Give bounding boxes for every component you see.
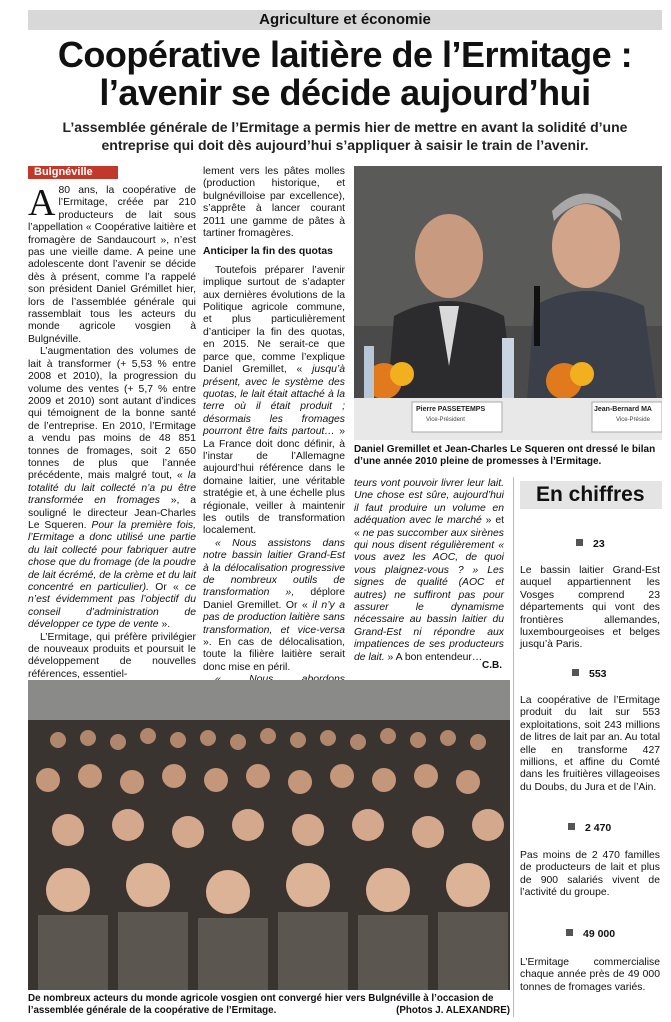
figure-value-2-text: 553 [589,668,607,680]
photo-audience [28,680,510,990]
figure-value-4-text: 49 000 [583,928,616,940]
figure-value-3 [568,822,611,834]
col3-text-c: » A bon entendeur… [387,651,483,663]
p2-text-d: ». [161,619,171,631]
photo-speakers [354,166,662,440]
col3-text-b: » et « [354,515,504,539]
col2-p2-text: Toutefois préparer l’avenir implique surtout de s’adapter aux dernières évolutions de la Politique agricole commune, et plus particulièrement d’anticiper la fin des quotas, en 2015. Ne serait-ce que parce que, comme l’explique Daniel Gremillet, « [203,264,345,376]
figure-value-1 [576,538,605,550]
p2-text: L’augmentation des volumes de lait à transformer (+ 5,53 % entre 2008 et 2010), la progression du volume des ventes (+ 5,7 % entre 2009 et 2010) sont autant d’indices qui témoignent de la bonne santé de l’entreprise. En 2010, l’Ermitage a vendu pas moins de 48 851 tonnes de fromages, soit 2 650 tonnes de plus que l’année précédente, mais malgré tout, « [28,346,196,482]
article-column-1 [28,182,197,681]
bullet-square-icon [576,539,583,546]
bullet-square-icon [566,929,573,936]
paragraph-2: L’augmentation des volumes de lait à transformer (+ 5,53 % entre 2008 et 2010), la progression du volume des ventes (+ 5,7 % entre 2009 et 2010) sont autant d’indices qui témoignent de la bonne santé de l’entreprise. En 2010, l’Ermitage a vendu pas moins de 48 851 tonnes de fromages, soit 2 650 tonnes de plus que l’année précédente, mais malgré tout, « la totalité du lait collecté n’a pu être transformée en fromages », a souligné le directeur Jean-Charles Le Squeren. Pour la première fois, l’Ermitage a donc utilisé une partie du lait collecté pour fabriquer autre chose que du fromage (de la poudre de lait écrémé, de la crème et du lait concentré en particulier). Or « ce n’est évidemment pas l’objectif du conseil d’administration de développer ce type de vente ». [28,346,197,631]
photo-caption-1: Daniel Gremillet et Jean-Charles Le Squeren ont dressé le bilan d’une année 2010 pleine de promesses à l’Ermitage. [354,444,656,467]
audience-illustration [28,680,510,990]
subheading: Anticiper la fin des quotas [203,246,333,258]
bullet-square-icon [572,669,579,676]
paragraph-1 [28,182,196,346]
nameplate-1-role: Vice-Président [426,417,465,423]
dateline-place: Bulgnéville [28,166,118,179]
figure-value-2 [572,668,607,680]
nameplate-1-name: Pierre PASSETEMPS [416,406,486,413]
lead-paragraph: L’assemblée générale de l’Ermitage a permis hier de mettre en avant la solidité d’une entreprise qui doit dès aujourd’hui s’appliquer à saisir le train de l’avenir. [62,119,628,153]
caption-2-text: De nombreux acteurs du monde agricole vosgien ont convergé hier vers Bulgnéville à l’occasion de l’assemblée générale de la coopérative de l’Ermitage. [28,993,494,1016]
col3-quote-b: ne pas succomber aux sirènes qui nous disent régulièrement « vous avez les AOC, de quoi vous plaignez-vous ? » Les signes de qualité (AOC et autres) ne suffiront pas pour assurer le dynamisme nécessaire au bassin laitier du Grand-Est ni répondre aux impatiences de ses producteurs de lait. [354,527,504,663]
p2-quote-2: Pour la première fois, l’Ermitage a donc utilisé une partie du lait collecté pour fabriquer autre chose que du fromage (de la poudre de lait écrémé, de la crème et du lait concentré en particulier). [28,519,196,593]
col2-paragraph-3 [203,538,345,674]
p2-text-b: , a souligné le directeur Jean-Charles Le Squeren. [28,495,196,531]
figures-box-title: En chiffres [520,481,662,509]
nameplate-2-name: Jean-Bernard MA [594,406,652,413]
col2-paragraph-2 [203,265,345,538]
figure-text-2: La coopérative de l’Ermitage produit du lait sur 553 exploitations, soit 243 millions de litres de lait par an. Au total elle en transforme 427 millions, et affine du Comté dans les fruitières villageoises du Doubs, du Jura et de l’Ain. [520,695,660,793]
headline [28,36,662,112]
article-column-2 [203,166,345,761]
col2-p2-text-b: » La France doit donc définir, à l’instar de l’Allemagne aujourd’hui référence dans le domaine laitier, une véritable stratégie et, à une échelle plus régionale, veiller à maintenir les outils de transformation localement. [203,426,346,537]
photo-caption-2 [28,993,510,1017]
figure-value-3-text: 2 470 [585,822,612,834]
col2-p3-text: déplore Daniel Gremillet. Or « [203,587,345,611]
col2-p3-quote-2: il n’y a pas de production laitière sans transformation, et vice-versa [203,599,345,636]
col2-p3-quote: « Nous assistons dans notre bassin laitier Grand-Est à la délocalisation progressive de nombreux outils de transformation », [203,537,345,599]
author-signature: C.B. [482,660,502,671]
photo-credit: (Photos J. ALEXANDRE) [396,1005,510,1016]
figure-text-3: Pas moins de 2 470 familles de producteurs de lait et plus de 900 salariés vivent de l’activité du groupe. [520,850,660,899]
col2-paragraph-1: lement vers les pâtes molles (production historique, et bulgnévilloise par excellence), s’apprête à lancer courant 2011 une gamme de pâtes à tartiner fromagères. [203,166,345,240]
headline-line-2: l’avenir se décide aujourd’hui [99,72,591,113]
figure-value-1-text: 23 [593,538,605,550]
headline-line-1: Coopérative laitière de l’Ermitage : [57,34,633,75]
p2-quote-3: ce n’est évidemment pas l’objectif du conseil d’administration de développer ce type de vente [28,582,196,631]
article-column-3 [354,478,504,664]
figure-text-4: L’Ermitage commercialise chaque année près de 49 000 tonnes de fromages variés. [520,957,660,993]
paragraph-3: L’Ermitage, qui préfère privilégier de nouveaux produits et poursuit le développement de nouvelles références, essentiel- [28,631,196,680]
p2-quote: la totalité du lait collecté n’a pu être transformée en fromages [28,470,197,507]
col2-p3-text-c: ». En cas de délocalisation, toute la filière laitière serait donc mise en péril. [203,637,345,673]
p2-text-c: Or « [155,582,179,593]
nameplate-2-role: Vice-Préside [616,417,650,423]
section-rubric: Agriculture et économie [28,10,662,30]
figure-text-1: Le bassin laitier Grand-Est auquel appartiennent les Vosges comprend 23 départements qui vont des frontières allemandes, luxembourgeoises et belges jusqu’à Paris. [520,565,660,651]
figure-value-4 [566,928,615,940]
col2-p2-quote: jusqu’à présent, avec le système des quotas, le lait était attaché à la terre où il était produit ; désormais les fromages pourront être faits partout… [203,364,346,438]
drop-cap: A [28,182,56,224]
paragraph-1-text: 80 ans, la coopérative de l’Ermitage, créée par 210 producteurs de lait sous l’appellation « Coopérative laitière et fromagère de Sandaucourt », n’est pas une vieille dame. A peine une adolescente dont l’avenir se décide dès à présent, comme l’a rappelé son président Daniel Grémillet hier, lors de l’assemblée générale qui rassemblait tous les acteurs du monde agricole vosgien à Bulgnéville. [28,185,196,345]
bullet-square-icon [568,823,575,830]
col3-quote-a: teurs vont pouvoir livrer leur lait. Une chose est sûre, aujourd’hui il faut produire un volume en adéquation avec le marché [354,478,504,527]
col3-paragraph [354,478,504,664]
speakers-illustration [354,166,662,440]
